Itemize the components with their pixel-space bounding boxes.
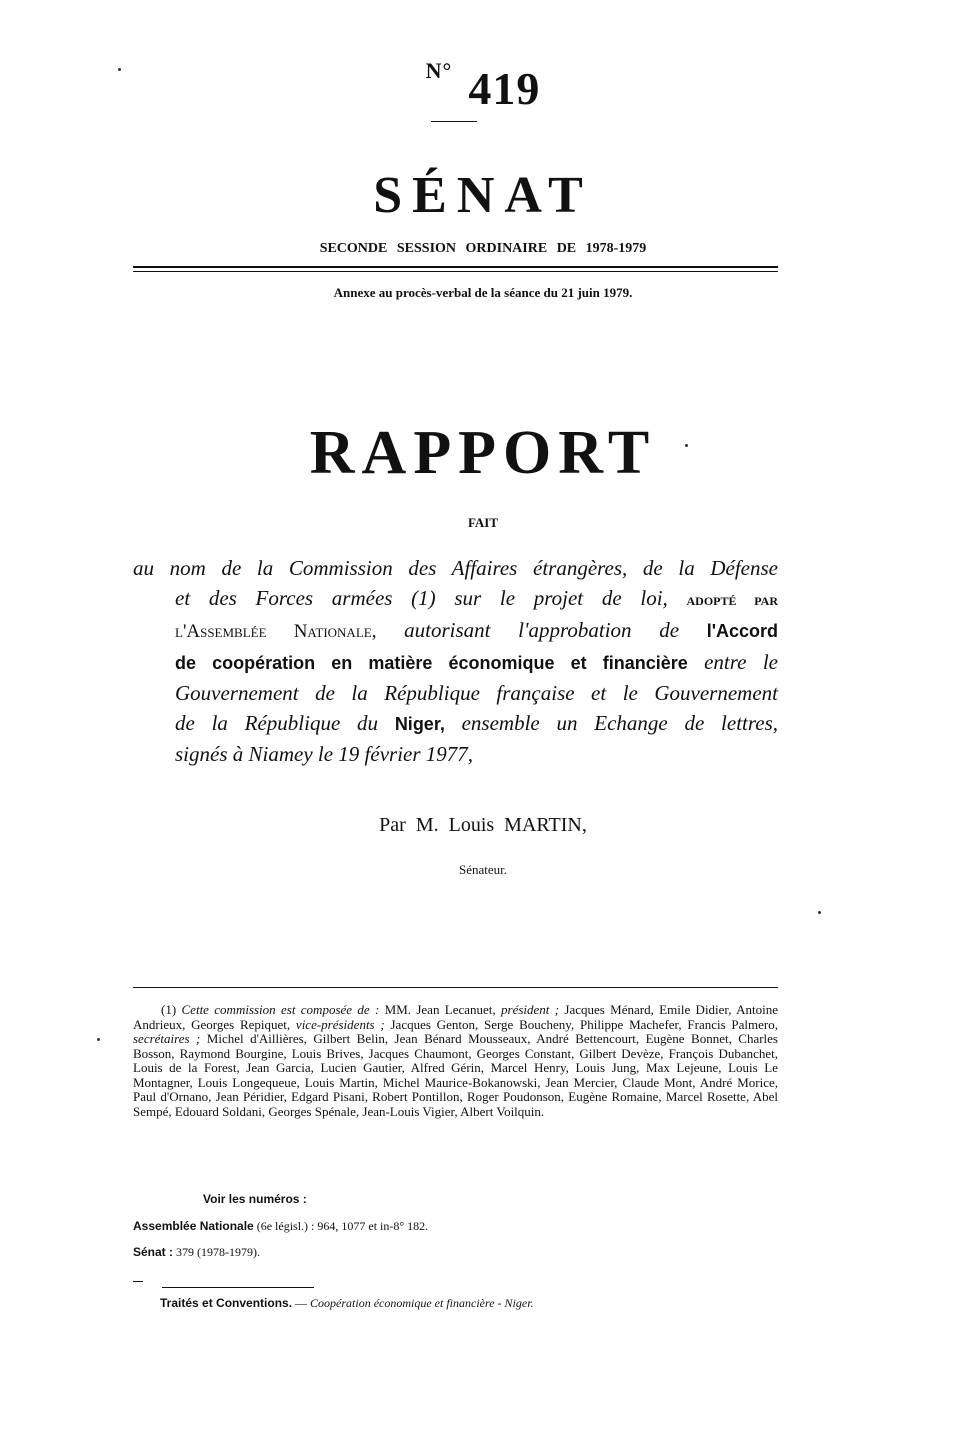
chamber-title: SÉNAT [373,167,593,224]
title-line-6 [133,708,778,739]
title-text: Gouvernement de la République française et le Gouvernement [175,681,778,705]
classification-separator: — [292,1296,311,1310]
accord-subject: de coopération en matière économique et financière [175,653,688,673]
reference-label: Assemblée Nationale [133,1219,254,1233]
title-line-2 [133,583,778,615]
scan-speck [818,911,821,914]
title-text: de la République du [175,711,395,735]
adopted-label: adopté par [686,590,778,609]
role-president: président ; [501,1002,560,1017]
references-heading: Voir les numéros : [203,1192,307,1206]
title-text: autorisant l'approbation de [376,618,707,642]
scan-speck [685,444,688,447]
footnote-marker: (1) [161,1002,177,1017]
session-line: SECONDE SESSION ORDINAIRE DE 1978-1979 [319,241,647,256]
title-text: et des Forces armées (1) sur le projet de loi, [175,586,687,610]
reference-senat [133,1245,260,1260]
number-value: 419 [468,63,541,114]
double-rule-top [133,266,778,268]
classification [160,1296,534,1311]
reference-assemblee [133,1219,428,1234]
title-line-3 [133,615,778,647]
report-title [133,553,778,769]
title-text: au nom de la Commission des Affaires étrangères, de la Défense [133,556,778,580]
title-line-5 [133,678,778,708]
double-rule-bottom [133,271,778,272]
reference-value: 379 (1978-1979). [173,1245,261,1259]
title-text: ensemble un Echange de lettres, [444,711,778,735]
scan-speck [97,1038,100,1041]
document-type: RAPPORT [309,419,657,487]
footnote-text: Michel d'Aillières, Gilbert Belin, Jean Bénard Mousseaux, André Bettencourt, Eugène Bonnet, Charles Bosson, Raymond Bourgine, Louis Brives, Jacques Chaumont, Georges Constant, Gilbert Devèze, François Dubanchet, Louis de la Forest, Jean Garcia, Lucien Gautier, Alfred Gérin, Marcel Henry, Louis Jung, Max Lejeune, Louis Le Montagner, Louis Longequeue, Louis Martin, Michel Maurice-Bokanowski, Jean Mercier, Claude Mont, André Morice, Paul d'Ornano, Jean Péridier, Edgard Pisani, Robert Pontillon, Roger Poudonson, Eugène Romaine, Marcel Rosette, Abel Sempé, Edouard Soldani, Georges Spénale, Jean-Louis Vigier, Albert Voilquin. [133,1031,778,1119]
footnote-intro: Cette commission est composée de : [181,1002,380,1017]
classification-label: Traités et Conventions. [160,1296,293,1310]
classification-rule [162,1287,314,1288]
number-prefix: N° [425,58,453,83]
dash-mark [133,1281,143,1282]
report-number [0,58,966,115]
assembly-name: l'Assemblée Nationale, [175,621,377,642]
title-line-1 [133,553,778,583]
annexe-line: Annexe au procès-verbal de la séance du 21 juin 1979. [333,285,633,300]
author-role: Sénateur. [458,862,507,877]
role-secretaries: secrétaires ; [133,1031,201,1046]
accord-label: l'Accord [706,621,778,641]
footnote-rule [133,987,778,988]
scan-speck [118,68,121,71]
footnote [133,1003,778,1119]
footnote-text: Jacques Genton, Serge Boucheny, Philippe Machefer, Francis Palmero, [384,1016,778,1032]
title-text: signés à Niamey le 19 février 1977, [175,742,474,766]
title-line-4 [133,647,778,678]
title-line-7 [133,739,778,769]
document-subtitle: FAIT [467,515,499,530]
country-name: Niger, [394,714,445,734]
footnote-text: Jacques Ménard, Emile Didier, Antoine Andrieux, Georges Repiquet, [133,1002,778,1032]
role-vice-presidents: vice-présidents ; [295,1016,385,1032]
footnote-text: MM. Jean Lecanuet, [379,1002,502,1017]
divider [431,121,477,122]
author: Par M. Louis MARTIN, [379,814,587,836]
title-text: entre le [687,650,778,674]
reference-label: Sénat : [133,1245,174,1259]
reference-value: (6e législ.) : 964, 1077 et in-8° 182. [253,1219,429,1233]
classification-topic: Coopération économique et financière - Niger. [310,1296,534,1310]
